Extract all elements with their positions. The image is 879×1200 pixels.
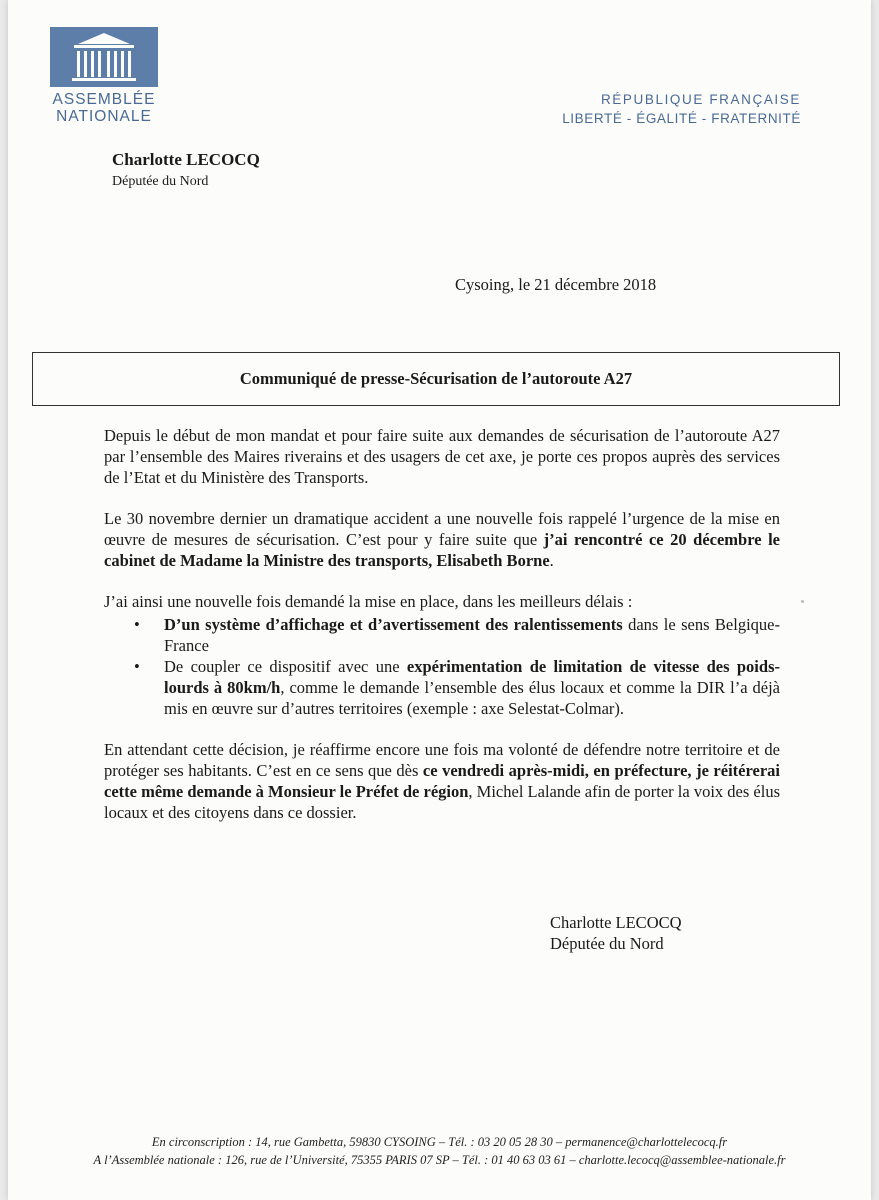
list-item: • D’un système d’affichage et d’avertissement des ralentissements dans le sens Belgique- France — [134, 615, 780, 655]
request-list — [104, 614, 780, 719]
signature-name: Charlotte LECOCQ — [550, 913, 682, 932]
paragraph-2: Le 30 novembre dernier un dramatique accident a une nouvelle fois rappelé l’urgence de la mise en œuvre de mesures de sécurisation. C’est pour y faire suite que j’ai rencontré ce 20 décembre le cabinet de Madame la Ministre des transports, Elisabeth Borne. — [104, 509, 780, 570]
letter-body — [104, 425, 780, 843]
sender-name: Charlotte LECOCQ — [112, 150, 260, 169]
footer-line-2: A l’Assemblée nationale : 126, rue de l’Université, 75355 PARIS 07 SP – Tél. : 01 40 63 03 61 – charlotte.lecocq@assemblee-nationale.fr — [93, 1153, 786, 1167]
signature-role: Députée du Nord — [550, 934, 664, 953]
sender-role: Députée du Nord — [112, 174, 209, 189]
assemblee-nationale-logo — [50, 27, 158, 125]
signature-block — [550, 912, 682, 954]
dateline: Cysoing, le 21 décembre 2018 — [455, 275, 657, 294]
footer-contact — [8, 1133, 871, 1169]
paragraph-4: En attendant cette décision, je réaffirme encore une fois ma volonté de défendre notre territoire et de protéger ses habitants. C’est en ce sens que dès ce vendredi après-midi, en préfecture, je réitérerai cette même demande à Monsieur le Préfet de région, Michel Lalande afin de porter la voix des élus locaux et des citoyens dans ce dossier. — [104, 740, 780, 822]
republique-motto: LIBERTÉ - ÉGALITÉ - FRATERNITÉ — [562, 111, 801, 126]
paragraph-4-emphasis: ce vendredi après-midi, en préfecture, je réitérerai cette même demande à Monsieur le Préfet de région — [104, 761, 780, 801]
press-release-title: Communiqué de presse-Sécurisation de l’autoroute A27 — [239, 369, 633, 388]
logo-line-2: NATIONALE — [56, 108, 152, 125]
paragraph-1: Depuis le début de mon mandat et pour faire suite aux demandes de sécurisation de l’autoroute A27 par l’ensemble des Maires riverains et des usagers de cet axe, je porte ces propos auprès des services de l’Etat et du Ministère des Transports. — [104, 426, 780, 487]
press-release-title-box — [32, 352, 840, 406]
footer-line-1: En circonscription : 14, rue Gambetta, 59830 CYSOING – Tél. : 03 20 05 28 30 – permanence@charlottelecocq.fr — [151, 1135, 728, 1149]
letter-page — [8, 0, 871, 1200]
logo-line-1: ASSEMBLÉE — [52, 91, 156, 108]
list-item: • De coupler ce dispositif avec une expérimentation de limitation de vitesse des poids-lourds à 80km/h, comme le demande l’ensemble des élus locaux et comme la DIR l’a déjà mis en œuvre sur d’autres territoires (exemple : axe Selestat-Colmar). — [134, 657, 780, 718]
paragraph-3: J’ai ainsi une nouvelle fois demandé la mise en place, dans les meilleurs délais : — [104, 592, 633, 611]
republique-header — [562, 90, 801, 128]
republique-name: RÉPUBLIQUE FRANÇAISE — [600, 92, 801, 107]
bullet-icon: • — [134, 615, 140, 634]
assemblee-building-icon — [50, 27, 158, 87]
bullet-icon: • — [134, 657, 140, 676]
paper-speck — [801, 600, 804, 603]
sender-block — [112, 150, 260, 190]
paragraph-2-emphasis: j’ai rencontré ce 20 décembre le cabinet de Madame la Ministre des transports, Elisabeth Borne — [104, 530, 780, 570]
